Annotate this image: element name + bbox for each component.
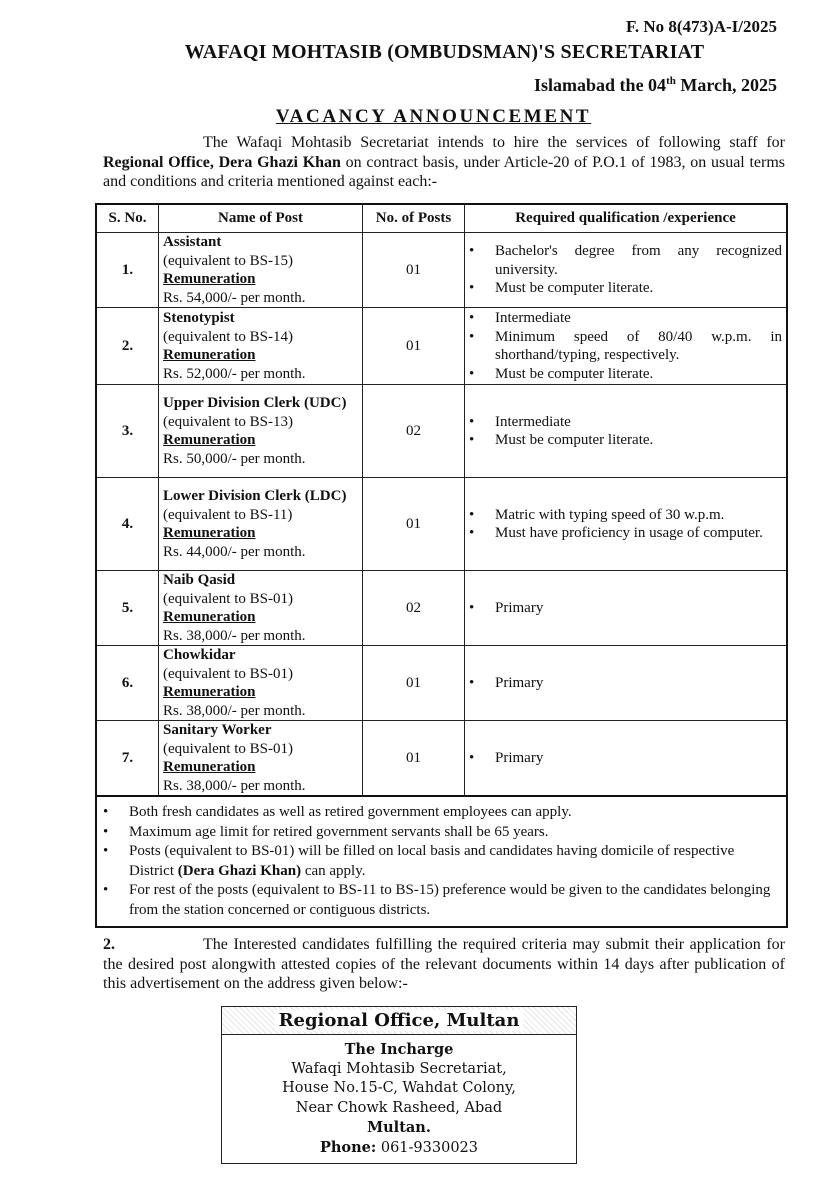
paragraph-text: The Interested candidates fulfilling the required criteria may submit their application for the desired post alongwith attested copies of the relevant documents within 14 days after publication of this advertisement on the address given below:- — [103, 936, 785, 992]
post-grade: (equivalent to BS-11) — [163, 506, 293, 523]
post-cell — [159, 478, 363, 571]
remuneration-label: Remuneration — [163, 609, 256, 625]
post-pay: Rs. 52,000/- per month. — [163, 365, 306, 382]
note-item: • Maximum age limit for retired government servants shall be 65 years. — [129, 823, 780, 843]
qualification-item: • Minimum speed of 80/40 w.p.m. in shorthand/typing, respectively. — [495, 328, 782, 365]
qualification-item: • Intermediate — [495, 309, 782, 328]
post-grade: (equivalent to BS-01) — [163, 740, 293, 757]
post-count: 01 — [363, 233, 465, 308]
qualification-item: • Must be computer literate. — [495, 431, 782, 450]
serial-number: 4. — [96, 478, 159, 571]
remuneration-label: Remuneration — [163, 271, 256, 287]
qualification-item: • Primary — [495, 674, 782, 693]
remuneration-label: Remuneration — [163, 347, 256, 363]
note-item: • For rest of the posts (equivalent to BS-11 to BS-15) preference would be given to the candidates belonging from the station concerned or contiguous districts. — [129, 881, 780, 920]
post-grade: (equivalent to BS-01) — [163, 590, 293, 607]
post-cell — [159, 571, 363, 646]
remuneration-label: Remuneration — [163, 684, 256, 700]
post-pay: Rs. 54,000/- per month. — [163, 289, 306, 306]
post-name: Chowkidar — [163, 647, 236, 663]
post-name: Lower Division Clerk (LDC) — [163, 488, 347, 504]
post-pay: Rs. 38,000/- per month. — [163, 702, 306, 719]
qualification-item: • Intermediate — [495, 413, 782, 432]
post-cell — [159, 721, 363, 797]
qualification-item: • Primary — [495, 749, 782, 768]
issue-date: Islamabad the 04th March, 2025 — [534, 75, 777, 95]
post-count: 02 — [363, 571, 465, 646]
table-header-row — [96, 204, 787, 233]
post-count: 02 — [363, 385, 465, 478]
organization-name: WAFAQI MOHTASIB (OMBUDSMAN)'S SECRETARIAT — [184, 41, 705, 63]
col-no-of-posts: No. of Posts — [363, 204, 465, 233]
table-row — [96, 571, 787, 646]
post-cell — [159, 646, 363, 721]
table-row — [96, 233, 787, 308]
table-row — [96, 646, 787, 721]
post-pay: Rs. 50,000/- per month. — [163, 450, 306, 467]
col-qualification: Required qualification /experience — [465, 204, 788, 233]
col-sno: S. No. — [96, 204, 159, 233]
address-heading: Regional Office, Multan — [222, 1007, 576, 1035]
post-count: 01 — [363, 308, 465, 385]
qualification-cell — [465, 721, 788, 797]
post-count: 01 — [363, 478, 465, 571]
qualification-item: • Must be computer literate. — [495, 365, 782, 384]
note-item: • Both fresh candidates as well as retired government employees can apply. — [129, 803, 780, 823]
qualification-item: • Must be computer literate. — [495, 279, 782, 298]
serial-number: 6. — [96, 646, 159, 721]
address-city: Multan. — [367, 1119, 431, 1136]
post-name: Upper Division Clerk (UDC) — [163, 395, 347, 411]
file-number: F. No 8(473)A-I/2025 — [626, 17, 777, 36]
post-grade: (equivalent to BS-15) — [163, 252, 293, 269]
address-box — [221, 1006, 577, 1164]
qualification-cell — [465, 385, 788, 478]
address-recipient: The Incharge — [344, 1041, 454, 1058]
post-grade: (equivalent to BS-01) — [163, 665, 293, 682]
serial-number: 2. — [96, 308, 159, 385]
serial-number: 7. — [96, 721, 159, 797]
post-name: Sanitary Worker — [163, 722, 272, 738]
qualification-item: • Matric with typing speed of 30 w.p.m. — [495, 506, 782, 525]
qualification-item: • Bachelor's degree from any recognized university. — [495, 242, 782, 279]
vacancy-table — [95, 203, 788, 797]
post-pay: Rs. 38,000/- per month. — [163, 777, 306, 794]
qualification-item: • Primary — [495, 599, 782, 618]
address-phone: Phone: 061-9330023 — [319, 1138, 478, 1156]
qualification-cell — [465, 308, 788, 385]
address-line: Wafaqi Mohtasib Secretariat, — [291, 1060, 507, 1077]
address-line: House No.15-C, Wahdat Colony, — [282, 1080, 516, 1096]
table-row — [96, 478, 787, 571]
serial-number: 3. — [96, 385, 159, 478]
remuneration-label: Remuneration — [163, 759, 256, 775]
post-pay: Rs. 44,000/- per month. — [163, 543, 306, 560]
post-name: Assistant — [163, 234, 222, 250]
post-cell — [159, 308, 363, 385]
post-pay: Rs. 38,000/- per month. — [163, 627, 306, 644]
post-grade: (equivalent to BS-13) — [163, 413, 293, 430]
post-count: 01 — [363, 721, 465, 797]
notes-box — [95, 796, 788, 928]
col-post-name: Name of Post — [159, 204, 363, 233]
remuneration-label: Remuneration — [163, 432, 256, 448]
serial-number: 1. — [96, 233, 159, 308]
paragraph-number: 2. — [103, 936, 115, 953]
table-row — [96, 721, 787, 797]
page-title: VACANCY ANNOUNCEMENT — [275, 106, 592, 127]
remuneration-label: Remuneration — [163, 525, 256, 541]
post-name: Stenotypist — [163, 310, 235, 326]
post-name: Naib Qasid — [163, 572, 236, 588]
qualification-cell — [465, 646, 788, 721]
post-grade: (equivalent to BS-14) — [163, 328, 293, 345]
address-line: Near Chowk Rasheed, Abad — [295, 1099, 503, 1116]
qualification-cell — [465, 478, 788, 571]
table-row — [96, 308, 787, 385]
qualification-cell — [465, 571, 788, 646]
post-cell — [159, 233, 363, 308]
qualification-item: • Must have proficiency in usage of computer. — [495, 524, 782, 543]
post-count: 01 — [363, 646, 465, 721]
submission-paragraph — [103, 935, 785, 994]
intro-paragraph: The Wafaqi Mohtasib Secretariat intends to hire the services of following staff for Regional Office, Dera Ghazi Khan on contract basis, under Article-20 of P.O.1 of 1983, on usual terms and conditions and criteria mentioned against each:- — [103, 134, 785, 190]
qualification-cell — [465, 233, 788, 308]
serial-number: 5. — [96, 571, 159, 646]
table-row — [96, 385, 787, 478]
note-item: • Posts (equivalent to BS-01) will be filled on local basis and candidates having domicile of respective District (Dera Ghazi Khan) can apply. — [129, 842, 780, 881]
post-cell — [159, 385, 363, 478]
